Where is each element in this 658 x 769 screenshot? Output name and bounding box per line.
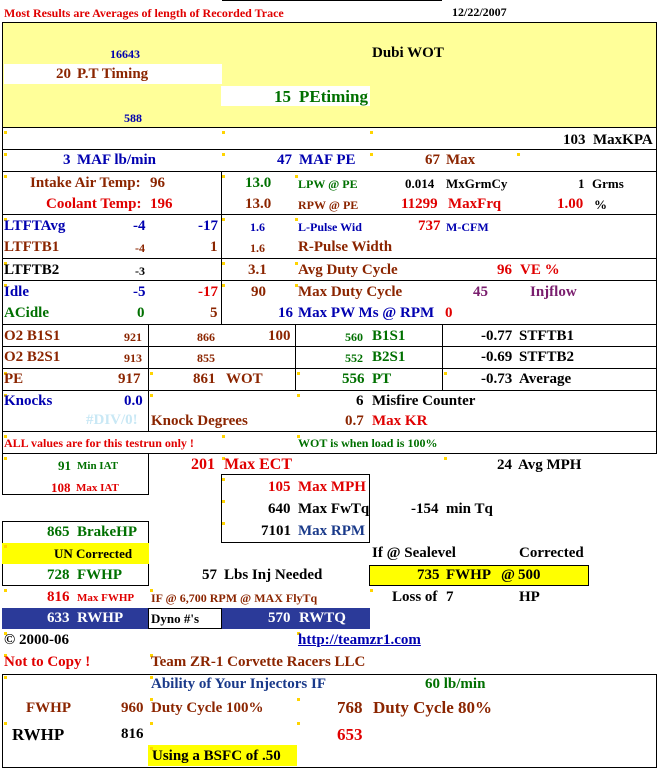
corner-tick — [444, 457, 447, 460]
injflow-value: 45 — [473, 284, 488, 300]
rwhp-80-value: 653 — [337, 725, 363, 744]
lb-min-label: 60 lb/min — [425, 676, 486, 692]
knocks-label: Knocks — [4, 393, 53, 409]
corr-at: @ — [501, 567, 515, 583]
rpw-label: RPW @ PE — [298, 198, 359, 212]
min-tq-label: min Tq — [446, 501, 493, 517]
r-b1s1-value: 560 — [345, 330, 363, 344]
corner-tick — [297, 698, 300, 701]
stftb2-label: STFTB2 — [519, 349, 575, 365]
corner-tick — [4, 153, 7, 156]
corner-tick — [370, 153, 373, 156]
corner-tick — [370, 131, 373, 134]
duty100-label: Duty Cycle 100% — [151, 700, 264, 716]
page-title: Dubi WOT — [372, 45, 444, 61]
injflow-label: Injflow — [530, 284, 577, 300]
corner-tick — [297, 394, 300, 397]
maf-lbmin-value: 3 — [63, 152, 71, 168]
max-fwtq-label: Max FwTq — [298, 501, 370, 517]
corner-tick — [4, 676, 7, 679]
corner-tick — [222, 175, 225, 178]
rule — [442, 324, 443, 390]
o2-b1s1-a: 921 — [124, 330, 142, 344]
avg-mph-value: 24 — [497, 457, 512, 473]
maf-max-value: 67 — [425, 152, 440, 168]
rwtq-label: RWTQ — [299, 610, 346, 626]
lbs-inj-label: Lbs Inj Needed — [224, 567, 323, 583]
rule — [295, 324, 296, 390]
maxkpa-value: 103 — [563, 132, 586, 148]
maf-pe-label: MAF PE — [299, 152, 356, 168]
o2-b1s1-label: O2 B1S1 — [4, 328, 61, 344]
ltftavg-label: LTFTAvg — [4, 218, 66, 234]
rule — [656, 128, 657, 453]
r-b2s1-label: B2S1 — [372, 349, 406, 365]
loss-value: 7 — [446, 589, 454, 605]
rule — [222, 0, 442, 1]
corr-fwhp-label: FWHP — [446, 567, 491, 583]
maf-pe-value: 47 — [277, 152, 292, 168]
r-b2s1-value: 552 — [345, 351, 363, 365]
rwhp-100-value: 816 — [121, 726, 144, 742]
avg-value: -0.73 — [481, 371, 513, 387]
max-iat-label: Max IAT — [76, 482, 119, 494]
avgduty-value: 3.1 — [248, 262, 267, 278]
max-mph-label: Max MPH — [298, 479, 366, 495]
max-fwhp-label: Max FWHP — [77, 592, 135, 604]
corner-tick — [222, 262, 225, 265]
maxduty-label: Max Duty Cycle — [298, 284, 403, 300]
duty80-label: Duty Cycle 80% — [373, 698, 492, 717]
min-tq-value: -154 — [411, 501, 439, 517]
brake-hp-label: BrakeHP — [77, 524, 137, 540]
rpulse-value: 1.6 — [250, 241, 265, 255]
rule — [2, 128, 3, 453]
dyno-label: Dyno #'s — [151, 611, 200, 626]
stftb1-value: -0.77 — [481, 328, 513, 344]
maxfrq-value: 11299 — [401, 196, 438, 212]
corner-tick — [150, 722, 153, 725]
iat-label: Intake Air Temp: — [30, 175, 141, 191]
stftb1-label: STFTB1 — [519, 328, 575, 344]
rwtq-band — [221, 608, 370, 629]
loss-label: Loss of — [392, 589, 438, 605]
mxgrm-value: 0.014 — [405, 176, 435, 191]
pt-timing-value: 20 — [56, 66, 71, 82]
bsfc-note: Using a BSFC of .50 — [152, 748, 281, 764]
mxgrm-label: MxGrmCy — [446, 176, 508, 191]
knocks-value: 0.0 — [124, 393, 143, 409]
corner-tick — [222, 435, 225, 438]
rule — [2, 258, 657, 259]
max-ect-value: 201 — [191, 456, 215, 473]
max-mph-value: 105 — [268, 479, 291, 495]
max-iat-value: 108 — [51, 480, 71, 495]
fwhp-100-value: 960 — [121, 700, 144, 716]
ltftb1-a: -4 — [135, 241, 145, 255]
iat-value: 96 — [150, 175, 165, 191]
corner-tick — [222, 522, 225, 525]
lpulse-value: 1.6 — [250, 220, 265, 234]
r-b1s1-label: B1S1 — [372, 328, 406, 344]
corner-tick — [4, 722, 7, 725]
max-rpm-label: Max RPM — [298, 523, 366, 539]
corner-tick — [150, 394, 153, 397]
max-fwhp-value: 816 — [47, 589, 70, 605]
ect-value: 196 — [150, 196, 173, 212]
o2-b1s1-b: 866 — [197, 330, 215, 344]
rule — [2, 346, 657, 347]
team-name: Team ZR-1 Corvette Racers LLC — [151, 654, 366, 670]
header-date: 12/22/2007 — [452, 5, 507, 19]
corner-tick — [222, 500, 225, 503]
rule — [2, 431, 657, 432]
maxduty-value: 90 — [251, 284, 266, 300]
o2-b2s1-b: 855 — [197, 351, 215, 365]
idle-label: Idle — [4, 284, 30, 300]
maxpw-label: Max PW Ms @ RPM — [298, 305, 435, 321]
lbs-inj-value: 57 — [202, 567, 217, 583]
stftb2-value: -0.69 — [481, 349, 513, 365]
rpulse-label: R-Pulse Width — [298, 239, 393, 255]
lpw-label: LPW @ PE — [298, 177, 358, 191]
pct-symbol: % — [594, 197, 607, 212]
rule — [2, 171, 657, 172]
if-rpm-note: IF @ 6,700 RPM @ MAX FlyTq — [151, 591, 318, 605]
corrected-label: Corrected — [519, 545, 584, 561]
min-iat-value: 91 — [58, 458, 71, 473]
ltftb2-label: LTFTB2 — [4, 262, 60, 278]
ability-label: Ability of Your Injectors IF — [151, 676, 326, 692]
pe-timing-value: 15 — [274, 87, 291, 106]
corner-tick — [4, 589, 7, 592]
maxpw-rpm: 0 — [445, 305, 453, 321]
max-fwtq-value: 640 — [268, 501, 291, 517]
fwhp-label: FWHP — [77, 567, 122, 583]
grms-label: Grms — [592, 176, 624, 191]
ltftavg-a: -4 — [133, 218, 146, 234]
lpw-value: 13.0 — [245, 175, 272, 191]
o2-b1s1-c: 100 — [268, 328, 291, 344]
corr-elevation: 500 — [518, 567, 541, 583]
avgduty-label: Avg Duty Cycle — [298, 262, 398, 278]
corner-tick — [222, 153, 225, 156]
o2-b2s1-a: 913 — [124, 351, 142, 365]
if-sealevel-label: If @ Sealevel — [372, 545, 456, 561]
rwhp-label: RWHP — [77, 610, 124, 626]
acidle-a: 0 — [137, 305, 145, 321]
rule — [2, 390, 657, 391]
not-to-copy: Not to Copy ! — [4, 654, 91, 670]
pt-value: 556 — [342, 371, 365, 387]
o2-wot-value: 861 — [193, 371, 216, 387]
o2-wot-label: WOT — [226, 371, 263, 387]
misfire-value: 6 — [356, 393, 364, 409]
maf-lbmin-label: MAF lb/min — [77, 152, 157, 168]
maxkpa-label: MaxKPA — [593, 132, 653, 148]
avg-label: Average — [519, 371, 572, 387]
rwtq-value: 570 — [268, 610, 291, 626]
corner-tick — [444, 372, 447, 375]
o2-b2s1-label: O2 B2S1 — [4, 349, 61, 365]
max-ect-label: Max ECT — [224, 456, 292, 473]
max-rpm-value: 7101 — [261, 523, 291, 539]
corr-fwhp-value: 735 — [417, 567, 440, 583]
corner-tick — [297, 722, 300, 725]
all-values-note: ALL values are for this testrun only ! — [4, 436, 194, 450]
rwhp-value: 633 — [47, 610, 70, 626]
mcfm-value: 737 — [418, 218, 441, 234]
wot-note: WOT is when load is 100% — [298, 436, 438, 450]
corner-tick — [4, 131, 7, 134]
fwhp-80-value: 768 — [337, 698, 363, 717]
avg-mph-label: Avg MPH — [518, 457, 582, 473]
corner-tick — [150, 372, 153, 375]
corner-tick — [222, 218, 225, 221]
rwhp-band — [2, 608, 149, 629]
ve-value: 96 — [497, 262, 512, 278]
knock-degrees-label: Knock Degrees — [151, 413, 248, 429]
ve-label: VE % — [520, 262, 560, 278]
corner-tick — [222, 478, 225, 481]
rule — [2, 280, 657, 281]
corner-tick — [222, 131, 225, 134]
uncorrected-label: UN Corrected — [54, 546, 133, 561]
pct-value: 1.00 — [557, 196, 584, 212]
corner-tick — [4, 545, 7, 548]
lpulse-label: L-Pulse Wid — [298, 220, 362, 234]
corner-tick — [4, 457, 7, 460]
pt-label: PT — [372, 371, 392, 387]
acidle-b: 5 — [210, 305, 218, 321]
pe-timing-label: PEtiming — [299, 87, 368, 106]
maxkr-label: Max KR — [372, 413, 428, 429]
mcfm-label: M-CFM — [446, 220, 489, 234]
misfire-label: Misfire Counter — [372, 393, 476, 409]
site-link[interactable]: http://teamzr1.com — [298, 632, 421, 648]
rule — [148, 390, 149, 431]
footer-rwhp-label: RWHP — [12, 725, 65, 744]
count-value: 588 — [124, 111, 142, 125]
rule — [2, 324, 657, 325]
corner-tick — [297, 372, 300, 375]
rule — [2, 214, 657, 215]
ltftb1-b: 1 — [210, 239, 218, 255]
rule — [2, 368, 657, 369]
maxpw-value: 16 — [278, 305, 293, 321]
maxfrq-label: MaxFrq — [448, 196, 502, 212]
corner-tick — [370, 589, 373, 592]
brake-hp-value: 865 — [47, 524, 70, 540]
ltftavg-b: -17 — [198, 218, 218, 234]
corner-tick — [517, 153, 520, 156]
o2-pe-value: 917 — [118, 371, 141, 387]
rule — [148, 324, 149, 390]
div-error: #DIV/0! — [86, 412, 138, 428]
corner-tick — [4, 175, 7, 178]
rule — [221, 171, 222, 324]
pt-timing-label: P.T Timing — [77, 66, 149, 82]
min-iat-label: Min IAT — [77, 460, 119, 472]
idle-b: -17 — [198, 284, 218, 300]
rule — [2, 453, 657, 454]
acidle-label: ACidle — [4, 305, 49, 321]
ltftb2-a: -3 — [135, 264, 145, 278]
rule — [2, 149, 657, 150]
ltftb1-label: LTFTB1 — [4, 239, 60, 255]
rpw-value: 13.0 — [245, 196, 272, 212]
grms-value: 1 — [578, 176, 585, 191]
footer-box — [2, 674, 657, 768]
o2-pe-label: PE — [4, 371, 24, 387]
maf-max-label: Max — [446, 152, 476, 168]
copyright: © 2000-06 — [4, 632, 69, 648]
rpm-top: 16643 — [110, 47, 140, 61]
ect-label: Coolant Temp: — [46, 196, 142, 212]
idle-a: -5 — [133, 284, 146, 300]
header-note: Most Results are Averages of length of Recorded Trace — [4, 6, 284, 20]
fwhp-value: 728 — [47, 567, 70, 583]
maxkr-value: 0.7 — [345, 413, 364, 429]
hp-label: HP — [519, 589, 540, 605]
footer-fwhp-label: FWHP — [26, 700, 71, 716]
corner-tick — [222, 284, 225, 287]
